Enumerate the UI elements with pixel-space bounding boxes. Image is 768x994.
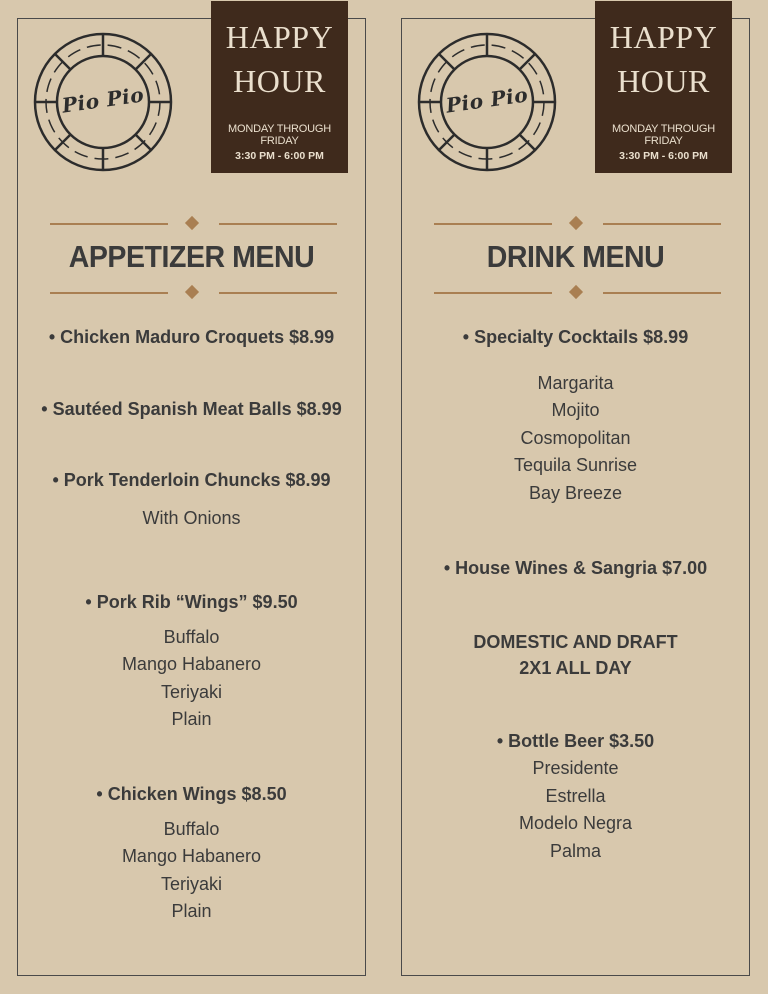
ornament-divider [50, 286, 337, 300]
menu-item-option: Mango Habanero [121, 654, 262, 674]
menu-item-option: Plain [171, 709, 212, 729]
ornament-divider [434, 286, 721, 300]
appetizer-panel [17, 18, 366, 976]
happy-hour-days: MONDAY THROUGH FRIDAY [612, 123, 715, 147]
happy-hour-time: 3:30 PM - 6:00 PM [235, 150, 324, 162]
pio-pio-logo [32, 31, 174, 173]
menu-item-option: Margarita [537, 373, 614, 393]
menu-item-heading: • Sautéed Spanish Meat Balls $8.99 [41, 399, 342, 419]
menu-item-heading: • Chicken Maduro Croquets $8.99 [48, 327, 335, 347]
diamond-icon [569, 216, 583, 230]
menu-item-heading: • Bottle Beer $3.50 [496, 731, 655, 751]
happy-hour-title-line2: HOUR [617, 63, 710, 99]
pio-pio-logo [416, 31, 558, 173]
ornament-divider [434, 217, 721, 231]
menu-item-heading: • Pork Rib “Wings” $9.50 [85, 592, 298, 612]
diamond-icon [185, 216, 199, 230]
happy-hour-banner [595, 1, 732, 173]
menu-item-heading: • House Wines & Sangria $7.00 [443, 558, 708, 578]
happy-hour-time: 3:30 PM - 6:00 PM [619, 150, 708, 162]
menu-item-option: Modelo Negra [518, 813, 633, 833]
menu-item-option: With Onions [142, 508, 241, 528]
diamond-icon [185, 285, 199, 299]
menu-item-option: Palma [549, 841, 602, 861]
menu-item-option: Mojito [551, 400, 600, 420]
logo-wordmark: Pio Pio [444, 82, 530, 118]
menu-item-heading: • Chicken Wings $8.50 [96, 784, 287, 804]
happy-hour-title-line2: HOUR [233, 63, 326, 99]
menu-item-option: Teriyaki [160, 874, 222, 894]
logo-wordmark: Pio Pio [60, 82, 146, 118]
happy-hour-title-line1: HAPPY [609, 19, 718, 55]
happy-hour-days: MONDAY THROUGH FRIDAY [228, 123, 331, 147]
menu-item-option: Bay Breeze [528, 483, 623, 503]
ornament-divider [50, 217, 337, 231]
drink-panel [401, 18, 750, 976]
appetizer-menu-title: APPETIZER MENU [68, 239, 315, 274]
menu-item-option: Buffalo [163, 627, 220, 647]
menu-item-option: Cosmopolitan [520, 428, 631, 448]
happy-hour-title-line1: HAPPY [225, 19, 334, 55]
happy-hour-banner [211, 1, 348, 173]
menu-item-option: Estrella [545, 786, 606, 806]
diamond-icon [569, 285, 583, 299]
menu-item-option: Buffalo [163, 819, 220, 839]
menu-item-option: Mango Habanero [121, 846, 262, 866]
draft-notice-line2: 2X1 ALL DAY [519, 658, 632, 678]
menu-item-heading: • Specialty Cocktails $8.99 [462, 327, 689, 347]
menu-item-heading: • Pork Tenderloin Chuncks $8.99 [52, 470, 331, 490]
menu-item-option: Presidente [532, 758, 619, 778]
menu-item-option: Tequila Sunrise [513, 455, 638, 475]
menu-item-option: Plain [171, 901, 212, 921]
drink-menu-title: DRINK MENU [486, 239, 665, 274]
draft-notice-line1: DOMESTIC AND DRAFT [473, 632, 678, 652]
menu-item-option: Teriyaki [160, 682, 222, 702]
